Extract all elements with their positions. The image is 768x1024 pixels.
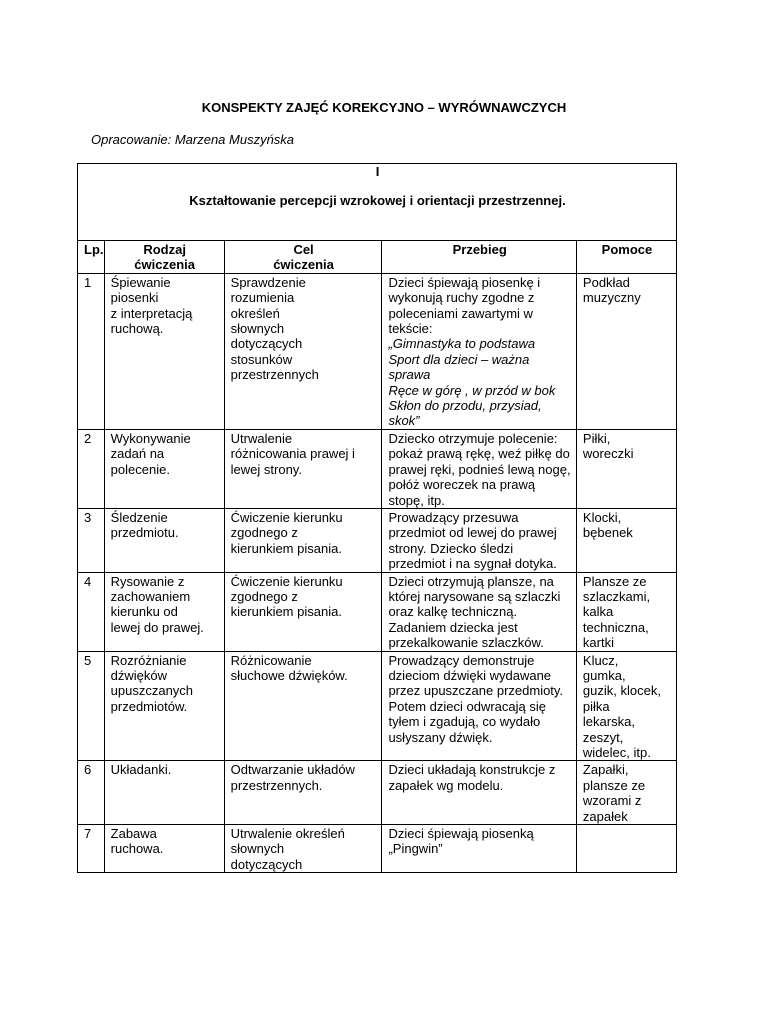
header-course: Przebieg — [382, 241, 576, 274]
cell-name: Układanki. — [104, 761, 224, 825]
section-number: I — [375, 164, 380, 179]
cell-goal: Różnicowanie słuchowe dźwięków. — [224, 651, 382, 761]
cell-lp: 3 — [78, 508, 105, 572]
song-lyrics: „Gimnastyka to podstawa Sport dla dzieci – ważna sprawa Ręce w górę , w przód w bok Skłon do przodu, przysiad, skok” — [388, 336, 556, 429]
header-aids: Pomoce — [576, 241, 676, 274]
author-line: Opracowanie: Marzena Muszyńska — [91, 132, 295, 147]
cell-aids: Plansze ze szlaczkami, kalka techniczna, kartki — [576, 572, 676, 651]
course-text: Dzieci śpiewają piosenkę i wykonują ruchy zgodne z poleceniami zawartymi w tekście: — [388, 274, 541, 337]
cell-name: Rozróżnianie dźwięków upuszczanych przedmiotów. — [104, 651, 224, 761]
section-title: Kształtowanie percepcji wzrokowej i orientacji przestrzennej. — [189, 193, 566, 209]
cell-goal: Utrwalenie określeń słownych dotyczących — [224, 825, 382, 873]
section-header — [78, 164, 677, 241]
section-row — [78, 164, 677, 241]
cell-name: Wykonywanie zadań na polecenie. — [104, 429, 224, 508]
header-lp: Lp. — [78, 241, 105, 274]
table-row — [78, 761, 677, 825]
cell-goal: Sprawdzenie rozumienia określeń słownych dotyczących stosunków przestrzennych — [224, 273, 382, 429]
table-row — [78, 508, 677, 572]
cell-course: Dzieci otrzymują plansze, na której narysowane są szlaczki oraz kalkę techniczną. Zadaniem dziecka jest przekalkowanie szlaczków. — [382, 572, 576, 651]
table-row — [78, 651, 677, 761]
cell-aids: Klocki, bębenek — [576, 508, 676, 572]
cell-aids: Piłki, woreczki — [576, 429, 676, 508]
table-row — [78, 429, 677, 508]
cell-lp: 7 — [78, 825, 105, 873]
cell-course — [382, 273, 576, 429]
cell-name: Śledzenie przedmiotu. — [104, 508, 224, 572]
cell-course: Dzieci układają konstrukcje z zapałek wg modelu. — [382, 761, 576, 825]
cell-course: Prowadzący demonstruje dzieciom dźwięki wydawane przez upuszczane przedmioty. Potem dzieci odwracają się tyłem i zgadują, co wydało usłyszany dźwięk. — [382, 651, 576, 761]
cell-aids — [576, 825, 676, 873]
cell-goal: Ćwiczenie kierunku zgodnego z kierunkiem pisania. — [224, 508, 382, 572]
header-row — [78, 241, 677, 274]
cell-course: Dzieci śpiewają piosenką „Pingwin” — [382, 825, 576, 873]
cell-lp: 6 — [78, 761, 105, 825]
cell-aids: Zapałki, plansze ze wzorami z zapałek — [576, 761, 676, 825]
cell-aids: Klucz, gumka, guzik, klocek, piłka lekarska, zeszyt, widelec, itp. — [576, 651, 676, 761]
cell-name: Śpiewanie piosenki z interpretacją ruchową. — [104, 273, 224, 429]
cell-name: Rysowanie z zachowaniem kierunku od lewej do prawej. — [104, 572, 224, 651]
cell-goal: Ćwiczenie kierunku zgodnego z kierunkiem pisania. — [224, 572, 382, 651]
cell-course: Dziecko otrzymuje polecenie: pokaż prawą rękę, weź piłkę do prawej ręki, podnieś lewą nogę, połóż woreczek na prawą stopę, itp. — [382, 429, 576, 508]
cell-name: Zabawa ruchowa. — [104, 825, 224, 873]
header-goal: Cel ćwiczenia — [224, 241, 382, 274]
cell-aids: Podkład muzyczny — [576, 273, 676, 429]
table-row — [78, 572, 677, 651]
cell-lp: 5 — [78, 651, 105, 761]
header-name: Rodzaj ćwiczenia — [104, 241, 224, 274]
cell-lp: 2 — [78, 429, 105, 508]
cell-course: Prowadzący przesuwa przedmiot od lewej do prawej strony. Dziecko śledzi przedmiot i na sygnał dotyka. — [382, 508, 576, 572]
table-row — [78, 825, 677, 873]
lesson-plan-table — [77, 163, 677, 873]
cell-lp: 4 — [78, 572, 105, 651]
cell-goal: Utrwalenie różnicowania prawej i lewej strony. — [224, 429, 382, 508]
document-title: KONSPEKTY ZAJĘĆ KOREKCYJNO – WYRÓWNAWCZYCH — [201, 100, 567, 115]
table-row — [78, 273, 677, 429]
cell-lp: 1 — [78, 273, 105, 429]
cell-goal: Odtwarzanie układów przestrzennych. — [224, 761, 382, 825]
